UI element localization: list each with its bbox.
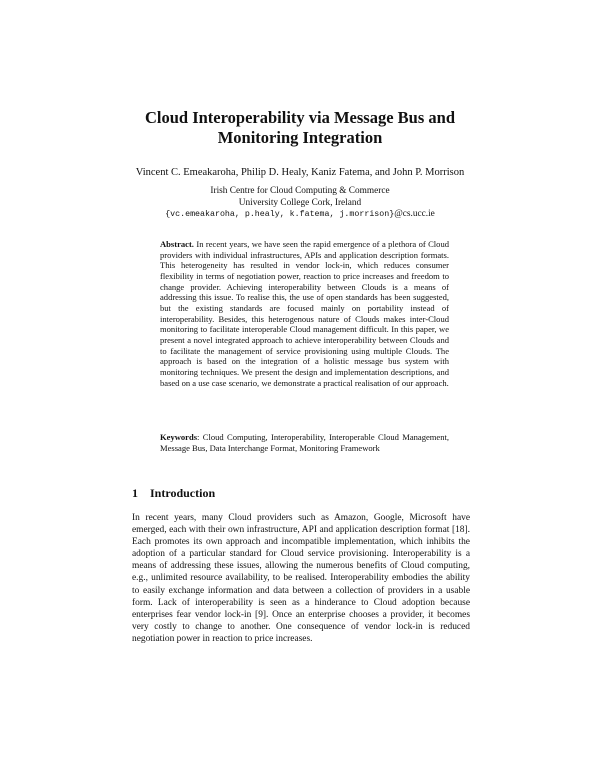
title-line-1: Cloud Interoperability via Message Bus and xyxy=(144,108,456,127)
keywords xyxy=(160,432,449,453)
affiliation xyxy=(100,186,500,221)
affiliation-emails xyxy=(100,209,500,221)
abstract xyxy=(160,239,449,388)
email-usernames: {vc.emeakaroha, p.healy, k.fatema, j.morrison} xyxy=(165,210,395,219)
introduction-paragraph: In recent years, many Cloud providers such as Amazon, Google, Microsoft have emerged, each with their own infrastructure, API and application description format [18]. Each promotes its own approach and incompatible implementation, which inhibits the adoption of a particular standard for Cloud service provisioning. Interoperability is a means of addressing these issues, allowing the numerous benefits of Cloud computing, e.g., unlimited resource availability, to be realised. Interoperability embodies the ability to easily exchange information and data between a collection of providers in a usable form. Lack of interoperability is seen as a hinderance to Cloud adoption because enterprises fear vendor lock-in [9]. Once an enterprise chooses a provider, it becomes very costly to change to another. One consequence of vendor lock-in is reduced negotiation power in reaction to price increases. xyxy=(132,513,470,644)
section-heading xyxy=(132,486,215,500)
section-title: Introduction xyxy=(150,486,216,500)
author-list: Vincent C. Emeakaroha, Philip D. Healy, Kaniz Fatema, and John P. Morrison xyxy=(135,167,465,178)
title-line-2: Monitoring Integration xyxy=(217,128,383,147)
affiliation-university: University College Cork, Ireland xyxy=(238,197,362,208)
paper-title xyxy=(100,108,500,148)
keywords-text: : Cloud Computing, Interoperability, Interoperable Cloud Management, Message Bus, Data Interchange Format, Monitoring Framework xyxy=(160,432,449,453)
abstract-text: In recent years, we have seen the rapid emergence of a plethora of Cloud providers with individual infrastructures, APIs and application description formats. This heterogeneity has resulted in vendor lock-in, which reduces consumer flexibility in terms of negotiation power, reaction to price increases and freedom to change provider. Achieving interoperability between Clouds is a means of addressing this issue. To realise this, the use of open standards has been suggested, but the existing standards are focused mainly on portability instead of interoperability. Besides, this heterogenous nature of Clouds makes inter-Cloud monitoring to facilitate interoperable Cloud management difficult. In this paper, we present a novel integrated approach to achieve interoperability between Clouds and to facilitate the management of service provisioning using multiple Clouds. The approach is based on the integration of a holistic message bus system with monitoring techniques. We present the design and implementation descriptions, and based on a use case scenario, we demonstrate a practical realisation of our approach. xyxy=(160,239,450,388)
section-number: 1 xyxy=(132,486,138,500)
abstract-label: Abstract. xyxy=(160,239,194,249)
affiliation-institute: Irish Centre for Cloud Computing & Commerce xyxy=(210,186,390,196)
email-domain: @cs.ucc.ie xyxy=(394,209,435,219)
keywords-label: Keywords xyxy=(160,432,198,442)
